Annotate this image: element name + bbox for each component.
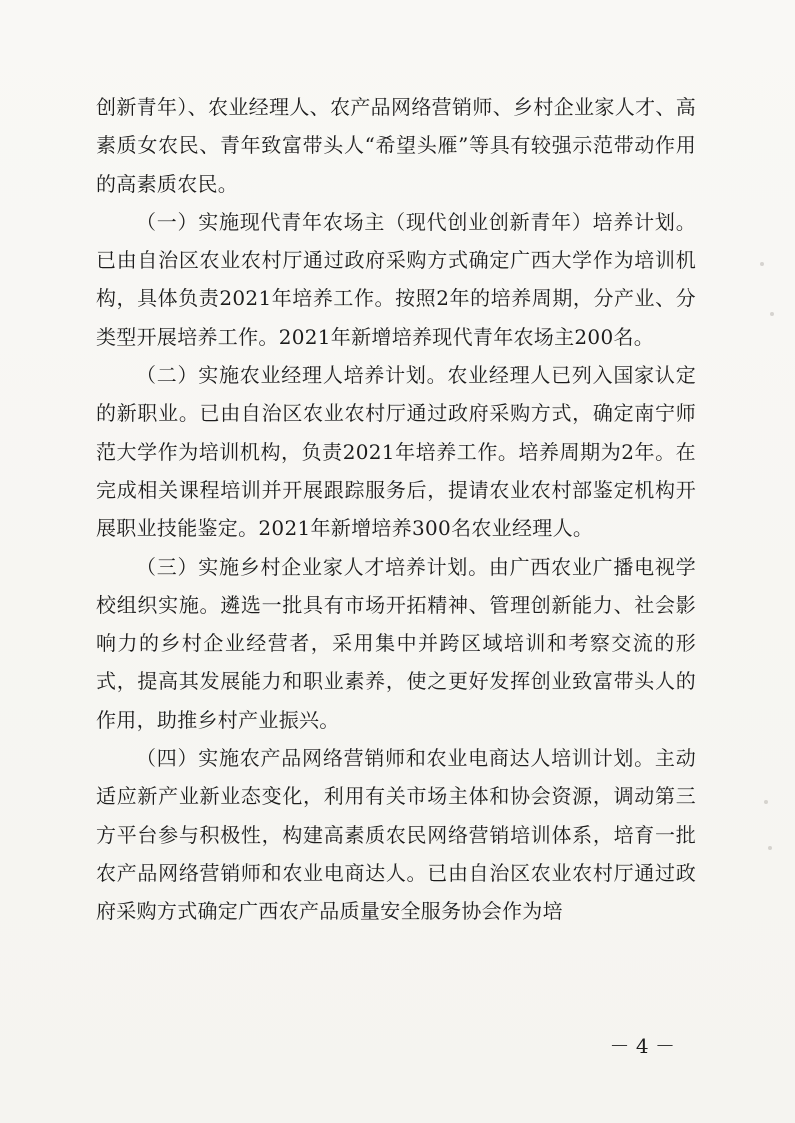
scan-speck — [764, 800, 768, 804]
paragraph-section-2: （二）实施农业经理人培养计划。农业经理人已列入国家认定的新职业。已由自治区农业农村厅通过政府采购方式，确定南宁师范大学作为培训机构，负责2021年培养工作。培养周期为2年。在完成相关课程培训并开展跟踪服务后，提请农业农村部鉴定机构开展职业技能鉴定。2021年新增培养300名农业经理人。 — [96, 363, 696, 541]
paragraph-section-3: （三）实施乡村企业家人才培养计划。由广西农业广播电视学校组织实施。遴选一批具有市场开拓精神、管理创新能力、社会影响力的乡村企业经营者，采用集中并跨区域培训和考察交流的形式，提高其发展能力和职业素养，使之更好发挥创业致富带头人的作用，助推乡村产业振兴。 — [96, 554, 696, 732]
page-number: － 4 － — [609, 1034, 675, 1058]
paragraph-continuation: 创新青年）、农业经理人、农产品网络营销师、乡村企业家人才、高素质女农民、青年致富带头人“希望头雁”等具有较强示范带动作用的高素质农民。 — [96, 95, 696, 196]
paragraph-section-4: （四）实施农产品网络营销师和农业电商达人培训计划。主动适应新产业新业态变化，利用有关市场主体和协会资源，调动第三方平台参与积极性，构建高素质农民网络营销培训体系，培育一批农产品网络营销师和农业电商达人。已由自治区农业农村厅通过政府采购方式确定广西农产品质量安全服务协会作为培 — [96, 746, 696, 924]
document-body — [96, 88, 696, 931]
scan-speck — [770, 312, 774, 316]
scan-speck — [768, 846, 772, 850]
scan-speck — [760, 262, 764, 266]
paragraph-section-1: （一）实施现代青年农场主（现代创业创新青年）培养计划。已由自治区农业农村厅通过政府采购方式确定广西大学作为培训机构，具体负责2021年培养工作。按照2年的培养周期，分产业、分类型开展培养工作。2021年新增培养现代青年农场主200名。 — [96, 209, 696, 349]
